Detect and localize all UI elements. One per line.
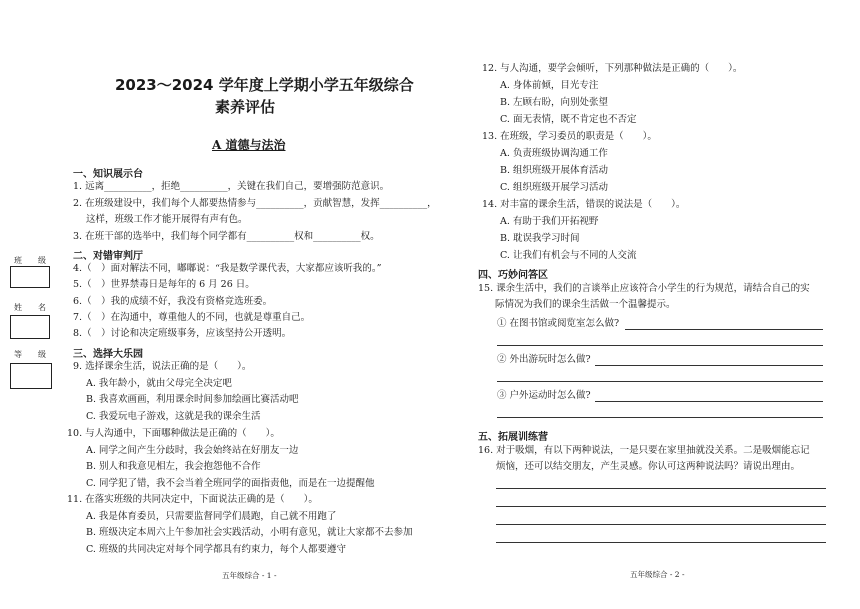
section2-heading: 二、对错审判厅 — [73, 251, 143, 262]
option: B. 班级决定本周六上午参加社会实践活动，小明有意见，就让大家都不去参加 — [86, 527, 413, 538]
option: A. 有助于我们开拓视野 — [500, 216, 599, 227]
answer-line[interactable] — [496, 524, 826, 525]
prompt-outing: ② 外出游玩时怎么做? — [497, 354, 591, 365]
section4-heading: 四、巧妙问答区 — [478, 270, 548, 281]
option: A. 我年龄小，就由父母完全决定吧 — [86, 378, 232, 389]
question-9: 9. 选择课余生活，说法正确的是（ ）。 — [73, 361, 252, 372]
option: A. 负责班级协调沟通工作 — [500, 148, 608, 159]
footer-right: 五年级综合 - 2 - — [630, 570, 685, 579]
option: C. 让我们有机会与不同的人交流 — [500, 250, 637, 261]
prompt-library: ① 在图书馆或阅览室怎么做? — [497, 318, 620, 329]
question-1: 1. 远离__________，拒绝__________，关键在我们自己，要增强防范意识。 — [73, 181, 390, 192]
class-box[interactable] — [10, 266, 50, 288]
option: C. 我爱玩电子游戏，这就是我的课余生活 — [86, 411, 261, 422]
question-12: 12. 与人沟通，要学会倾听，下列那种做法是正确的（ ）。 — [482, 63, 743, 74]
tf-item: 4.（ ）面对解法不同，嘟嘟说：“我是数学课代表，大家都应该听我的。” — [73, 263, 382, 274]
option: A. 身体前倾，目光专注 — [500, 80, 599, 91]
answer-line[interactable] — [496, 488, 826, 489]
question-2b: 这样，班级工作才能开展得有声有色。 — [86, 214, 248, 225]
answer-line[interactable] — [625, 329, 823, 330]
seat-label: 等 级 — [14, 350, 46, 359]
answer-line[interactable] — [496, 506, 826, 507]
option: A. 我是体育委员，只需要监督同学们晨跑，自己就不用跑了 — [86, 511, 337, 522]
option: C. 班级的共同决定对每个同学都具有约束力，每个人都要遵守 — [86, 544, 346, 555]
doc-title-line2: 素养评估 — [215, 98, 276, 116]
question-15a: 15. 课余生活中，我们的言谈举止应该符合小学生的行为规范，请结合自己的实 — [478, 283, 810, 294]
option: B. 耽误我学习时间 — [500, 233, 580, 244]
answer-line[interactable] — [497, 345, 823, 346]
option: C. 同学犯了错，我不会当着全班同学的面指责他，而是在一边提醒他 — [86, 478, 375, 489]
prompt-sports: ③ 户外运动时怎么做? — [497, 390, 591, 401]
tf-item: 8.（ ）讨论和决定班级事务，应该坚持公开透明。 — [73, 328, 292, 339]
question-16b: 烦恼，还可以结交朋友，产生灵感。你认可这两种说法吗？请说出理由。 — [496, 461, 801, 472]
question-11: 11. 在落实班级的共同决定中，下面说法正确的是（ ）。 — [67, 494, 318, 505]
question-16a: 16. 对于吸烟，有以下两种说法，一是只要在家里抽就没关系。二是吸烟能忘记 — [478, 445, 810, 456]
answer-line[interactable] — [496, 542, 826, 543]
question-3: 3. 在班干部的选举中，我们每个同学都有__________权和__________权。 — [73, 231, 380, 242]
doc-subtitle: A 道德与法治 — [212, 138, 286, 152]
question-14: 14. 对丰富的课余生活，错误的说法是（ ）。 — [482, 199, 686, 210]
seat-box[interactable] — [10, 363, 52, 389]
answer-line[interactable] — [595, 365, 823, 366]
question-13: 13. 在班级，学习委员的职责是（ ）。 — [482, 131, 657, 142]
tf-item: 6.（ ）我的成绩不好，我没有资格竞选班委。 — [73, 296, 273, 307]
option: C. 面无表情，既不肯定也不否定 — [500, 114, 637, 125]
name-box[interactable] — [10, 315, 50, 339]
option: B. 组织班级开展体育活动 — [500, 165, 609, 176]
tf-item: 7.（ ）在沟通中，尊重他人的不同，也就是尊重自己。 — [73, 312, 311, 323]
option: C. 组织班级开展学习活动 — [500, 182, 608, 193]
answer-line[interactable] — [595, 401, 823, 402]
section1-heading: 一、知识展示台 — [73, 169, 143, 180]
option: B. 左顾右盼，向别处张望 — [500, 97, 609, 108]
question-10: 10. 与人沟通中，下面哪种做法是正确的（ ）。 — [67, 428, 280, 439]
section5-heading: 五、拓展训练营 — [478, 432, 548, 443]
answer-line[interactable] — [497, 381, 823, 382]
section3-heading: 三、选择大乐园 — [73, 349, 143, 360]
doc-title-line1: 2023～2024 学年度上学期小学五年级综合 — [115, 76, 414, 94]
answer-line[interactable] — [497, 417, 823, 418]
question-15b: 际情况为我们的课余生活做一个温馨提示。 — [495, 299, 676, 310]
option: B. 别人和我意见相左，我会抱怨他不合作 — [86, 461, 261, 472]
name-label: 姓 名 — [14, 303, 46, 312]
question-2a: 2. 在班级建设中，我们每个人都要热情参与__________，贡献智慧，发挥__________， — [73, 198, 437, 209]
tf-item: 5.（ ）世界禁毒日是每年的 6 月 26 日。 — [73, 279, 255, 290]
footer-left: 五年级综合 - 1 - — [222, 571, 277, 580]
option: B. 我喜欢画画，利用课余时间参加绘画比赛活动吧 — [86, 394, 299, 405]
class-label: 班 级 — [14, 256, 46, 265]
option: A. 同学之间产生分歧时，我会始终站在好朋友一边 — [86, 445, 299, 456]
